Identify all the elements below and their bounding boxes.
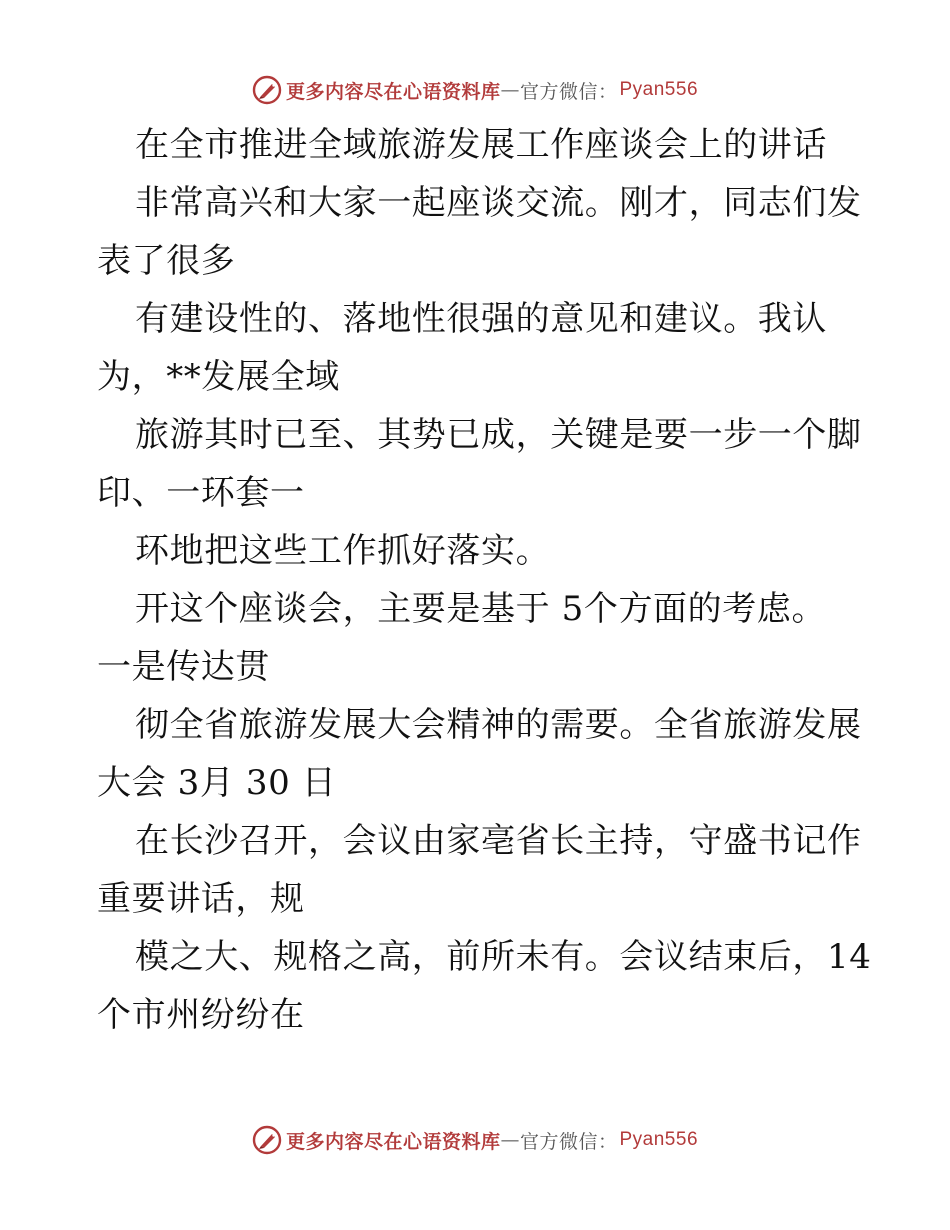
text-line: 开这个座谈会，主要是基于 5个方面的考虑。	[135, 589, 827, 629]
document-title: 在全市推进全域旅游发展工作座谈会上的讲话	[135, 125, 827, 165]
watermark-text	[286, 77, 698, 104]
text-line: 非常高兴和大家一起座谈交流。刚才，同志们发	[135, 183, 862, 223]
text-line: 印、一环套一	[97, 473, 305, 513]
text-line: 一是传达贯	[97, 647, 270, 687]
text-line: 彻全省旅游发展大会精神的需要。全省旅游发展	[135, 705, 862, 745]
text-line: 环地把这些工作抓好落实。	[135, 531, 551, 571]
header-watermark	[0, 70, 950, 110]
watermark-separator: —	[500, 1129, 520, 1151]
text-line: 旅游其时已至、其势已成，关键是要一步一个脚	[135, 415, 862, 455]
watermark-promo: 更多内容尽在心语资料库	[285, 80, 501, 103]
text-line: 有建设性的、落地性很强的意见和建议。我认	[135, 299, 827, 339]
watermark-wechat-label: 官方微信：	[519, 80, 618, 103]
watermark-wechat-label: 官方微信：	[519, 1130, 618, 1153]
text-line: 模之大、规格之高，前所未有。会议结束后，14	[135, 937, 872, 977]
text-line: 表了很多	[97, 241, 236, 281]
watermark-separator: —	[500, 79, 520, 101]
text-line: 重要讲话，规	[97, 879, 305, 919]
watermark-text	[286, 1127, 698, 1154]
watermark-wechat-id: Pyan556	[619, 79, 699, 100]
pen-logo-icon	[252, 1125, 282, 1155]
text-line: 为，**发展全域	[97, 357, 340, 397]
text-line: 个市州纷纷在	[97, 995, 305, 1035]
text-line: 大会 3月 30 日	[97, 763, 337, 803]
watermark-wechat-id: Pyan556	[619, 1129, 699, 1150]
text-line: 在长沙召开，会议由家亳省长主持，守盛书记作	[135, 821, 862, 861]
document-body	[97, 116, 872, 1044]
watermark-promo: 更多内容尽在心语资料库	[285, 1130, 501, 1153]
pen-logo-icon	[252, 75, 282, 105]
footer-watermark	[0, 1120, 950, 1160]
